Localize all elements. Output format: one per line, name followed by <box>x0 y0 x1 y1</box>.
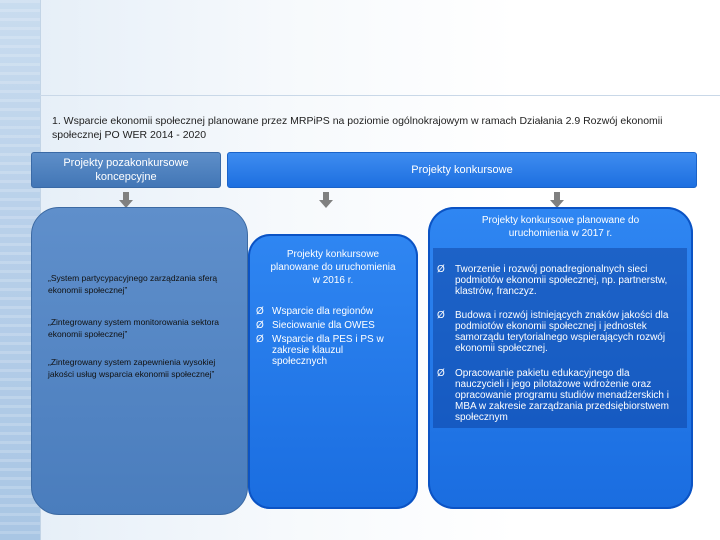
arrow-bullet-icon: Ø <box>256 320 264 331</box>
competitive-2016-heading: Projekty konkursowe planowane do uruchomienia w 2016 r. <box>270 249 396 286</box>
competitive-2017-heading: Projekty konkursowe planowane do uruchomienia w 2017 r. <box>481 215 640 239</box>
slide-title: 1. Wsparcie ekonomii społecznej planowane przez MRPiPS na poziomie ogólnokrajowym w ramach Działania 2.9 Rozwój ekonomii społecznej PO WER 2014 - 2020 <box>52 115 663 141</box>
competitive-projects-header <box>227 152 697 188</box>
arrow-down-icon <box>119 192 133 208</box>
background-divider-horizontal <box>40 95 720 96</box>
non-competitive-projects-label: Projekty pozakonkursowe koncepcyjne <box>63 157 189 183</box>
arrow-bullet-icon: Ø <box>256 334 264 345</box>
list-item: Ø Sieciowanie dla OWES <box>256 320 375 331</box>
list-item: Ø Wsparcie dla PES i PS w zakresie klauzul społecznych <box>256 334 384 367</box>
list-item: Ø Tworzenie i rozwój ponadregionalnych sieci podmiotów ekonomii społecznej, np. partnerstw, klastrów, franczyz. <box>437 264 668 297</box>
list-item: Ø Budowa i rozwój istniejących znaków jakości dla podmiotów ekonomii społecznej i jednostek samorządu terytorialnego wspierających rozwój ekonomii społecznej. <box>437 310 669 354</box>
list-item: „Zintegrowany system monitorowania sektora ekonomii społecznej” <box>48 317 220 339</box>
list-item: Ø Opracowanie pakietu edukacyjnego dla nauczycieli i jego pilotażowe wdrożenie oraz opracowanie programu studiów menadżerskich i MBA w zakresie zarządzania przedsiębiorstwem społecznym <box>437 368 669 423</box>
arrow-bullet-icon: Ø <box>437 310 445 321</box>
list-item: „System partycypacyjnego zarządzania sferą ekonomii społecznej” <box>48 273 218 295</box>
arrow-bullet-icon: Ø <box>256 306 264 317</box>
arrow-down-icon <box>319 192 333 208</box>
arrow-bullet-icon: Ø <box>437 368 445 379</box>
non-competitive-projects-header <box>31 152 221 188</box>
list-item: Ø Wsparcie dla regionów <box>256 306 374 317</box>
competitive-projects-label: Projekty konkursowe <box>411 164 513 176</box>
list-item: „Zintegrowany system zapewnienia wysokiej jakości usług wsparcia ekonomii społecznej” <box>48 357 216 379</box>
non-competitive-projects-box <box>31 207 248 515</box>
arrow-bullet-icon: Ø <box>437 264 445 275</box>
arrow-down-icon <box>550 192 564 208</box>
